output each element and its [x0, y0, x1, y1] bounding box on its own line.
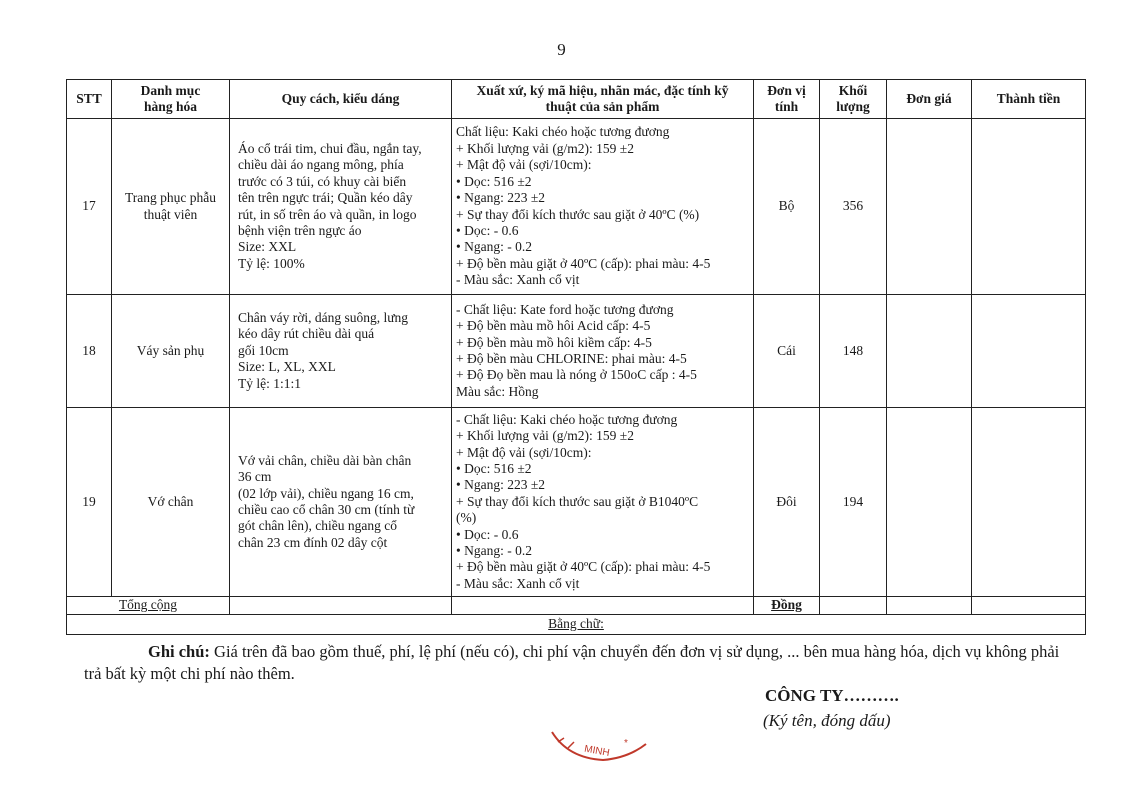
company-name: CÔNG TY……….	[765, 686, 899, 705]
header-quantity: Khối lượng	[820, 80, 887, 119]
row-origin: - Chất liệu: Kaki chéo hoặc tương đương + Khối lượng vải (g/m2): 159 ±2 + Mật độ vải (sợi/10cm): • Dọc: 516 ±2 • Ngang: 223 ±2 + Sự thay đổi kích thước sau giặt ở B1040ºC (%) • Dọc: - 0.6 • Ngang: - 0.2 + Độ bền màu giặt ở 40ºC (cấp): phai màu: 4-5 - Màu sắc: Xanh cổ vịt	[452, 408, 754, 597]
total-spec-cell	[230, 597, 452, 615]
header-origin: Xuất xứ, ký mã hiệu, nhãn mác, đặc tính kỹ thuật của sản phẩm	[452, 80, 754, 119]
total-row	[67, 597, 1086, 615]
row-price	[887, 408, 972, 597]
header-price: Đơn giá	[887, 80, 972, 119]
total-price-cell	[887, 597, 972, 615]
signature-note: (Ký tên, đóng dấu)	[763, 711, 891, 730]
table-row	[67, 295, 1086, 408]
note-paragraph	[84, 641, 1074, 685]
goods-table	[66, 79, 1086, 635]
row-unit: Bộ	[754, 119, 820, 295]
page-number: 9	[557, 40, 566, 59]
table-row	[67, 119, 1086, 295]
total-origin-cell	[452, 597, 754, 615]
row-category: Váy sản phụ	[112, 295, 230, 408]
row-stt: 18	[67, 295, 112, 408]
note-label: Ghi chú:	[148, 642, 210, 661]
row-spec: Vớ vải chân, chiều dài bàn chân 36 cm (02 lớp vải), chiều ngang 16 cm, chiều cao cổ chân 30 cm (tính từ gót chân lên), chiều ngang cổ chân 23 cm đính 02 dây cột	[230, 408, 452, 597]
total-label: Tổng cộng	[67, 597, 230, 615]
svg-text:*: *	[624, 738, 628, 749]
row-price	[887, 119, 972, 295]
row-origin: Chất liệu: Kaki chéo hoặc tương đương + Khối lượng vải (g/m2): 159 ±2 + Mật độ vải (sợi/10cm): • Dọc: 516 ±2 • Ngang: 223 ±2 + Sự thay đổi kích thước sau giặt ở 40ºC (%) • Dọc: - 0.6 • Ngang: - 0.2 + Độ bền màu giặt ở 40ºC (cấp): phai màu: 4-5 - Màu sắc: Xanh cổ vịt	[452, 119, 754, 295]
row-stt: 17	[67, 119, 112, 295]
row-category: Vớ chân	[112, 408, 230, 597]
note-text: Giá trên đã bao gồm thuế, phí, lệ phí (nếu có), chi phí vận chuyển đến đơn vị sử dụng, ... bên mua hàng hóa, dịch vụ không phải trả bất kỳ một chi phí nào thêm.	[84, 642, 1060, 683]
row-amount	[972, 408, 1086, 597]
total-quantity-cell	[820, 597, 887, 615]
header-stt: STT	[67, 80, 112, 119]
row-origin: - Chất liệu: Kate ford hoặc tương đương + Độ bền màu mồ hôi Acid cấp: 4-5 + Độ bền màu mồ hôi kiềm cấp: 4-5 + Độ bền màu CHLORINE: phai màu: 4-5 + Độ Đọ bền mau là nóng ở 150oC cấp : 4-5 Màu sắc: Hồng	[452, 295, 754, 408]
header-unit: Đơn vị tính	[754, 80, 820, 119]
row-spec: Chân váy rời, dáng suông, lưng kéo dây rút chiều dài quá gối 10cm Size: L, XL, XXL Tỷ lệ: 1:1:1	[230, 295, 452, 408]
row-category: Trang phục phẫu thuật viên	[112, 119, 230, 295]
seal-stamp	[548, 728, 648, 773]
total-unit: Đồng	[754, 597, 820, 615]
row-quantity: 194	[820, 408, 887, 597]
row-amount	[972, 295, 1086, 408]
total-amount-cell	[972, 597, 1086, 615]
header-spec: Quy cách, kiểu dáng	[230, 80, 452, 119]
row-unit: Đôi	[754, 408, 820, 597]
row-quantity: 148	[820, 295, 887, 408]
svg-text:MINH: MINH	[583, 743, 611, 759]
table-row	[67, 408, 1086, 597]
bang-chu-row	[67, 615, 1086, 635]
row-stt: 19	[67, 408, 112, 597]
row-unit: Cái	[754, 295, 820, 408]
row-quantity: 356	[820, 119, 887, 295]
row-price	[887, 295, 972, 408]
header-amount: Thành tiền	[972, 80, 1086, 119]
bang-chu-label: Bằng chữ:	[67, 615, 1086, 635]
row-spec: Áo cổ trái tim, chui đầu, ngắn tay, chiều dài áo ngang mông, phía trước có 3 túi, có khuy cài biển tên trên ngực trái; Quần kéo dây rút, in số trên áo và quần, in logo bệnh viện trên ngực áo Size: XXL Tỷ lệ: 100%	[230, 119, 452, 295]
row-amount	[972, 119, 1086, 295]
header-category: Danh mục hàng hóa	[112, 80, 230, 119]
header-row	[67, 80, 1086, 119]
